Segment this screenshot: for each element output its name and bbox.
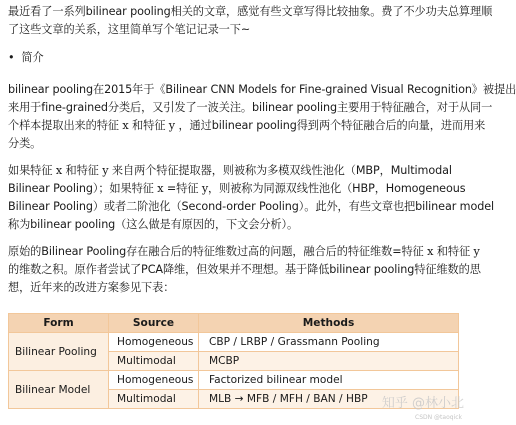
table-row xyxy=(9,371,459,390)
header-form: Form xyxy=(9,314,109,333)
source-cell: Multimodal xyxy=(109,390,199,409)
paragraph-line xyxy=(8,180,470,198)
watermark-zhihu: 知乎 @林小北 xyxy=(381,396,464,411)
form-cell: Bilinear Pooling xyxy=(9,333,109,371)
paragraph-mbp-hbp xyxy=(8,162,494,234)
text-run: ，通过bilinear pooling得到两个特征融合后的向量，进而用来 xyxy=(174,119,486,132)
text-run: 分类。 xyxy=(8,137,42,150)
watermark-csdn: CSDN @taoqick xyxy=(415,414,462,421)
math-variable: x xyxy=(427,245,434,258)
methods-cell: MLB → MFB / MFH / BAN / HBP xyxy=(199,390,459,409)
math-variable: y xyxy=(473,245,480,258)
text-run: 和特征 xyxy=(62,164,103,177)
methods-cell: MCBP xyxy=(199,352,459,371)
math-variable: x xyxy=(55,164,63,177)
paragraph-line xyxy=(8,198,494,216)
text-run: 想，近年来的改进方案参见下表： xyxy=(8,281,175,294)
source-cell: Multimodal xyxy=(109,352,199,371)
section-heading-text: • 简介 xyxy=(8,51,44,64)
text-run: =特征 xyxy=(163,182,202,195)
paragraph-line xyxy=(8,135,470,153)
math-variable: x xyxy=(157,182,164,195)
table-header-row xyxy=(9,314,459,333)
section-heading xyxy=(8,49,470,67)
text-run: Bilinear Pooling）；如果特征 xyxy=(8,182,158,195)
math-variable: y xyxy=(102,164,109,177)
paragraph-line xyxy=(8,117,486,135)
text-run: 来用于fine-grained分类后，又引发了一波关注。bilinear pooling主要用于特征融合，对于从同一 xyxy=(8,101,493,114)
text-run: 原始的Bilinear Pooling存在融合后的特征维数过高的问题，融合后的特征维数=特征 xyxy=(8,245,428,258)
source-cell: Homogeneous xyxy=(109,371,199,390)
math-variable: y xyxy=(201,182,209,195)
table-row xyxy=(9,333,459,352)
methods-cell: CBP / LRBP / Grassmann Pooling xyxy=(199,333,459,352)
paragraph-dimension-problem xyxy=(8,243,481,297)
form-cell: Bilinear Model xyxy=(9,371,109,409)
text-run: 和特征 xyxy=(128,119,169,132)
text-run: bilinear pooling在2015年于《Bilinear CNN Models for Fine-grained Visual Recognition》被提出 xyxy=(8,83,516,96)
text-run: 来自两个特征提取器，则被称为多模双线性池化（MBP，Multimodal xyxy=(108,164,452,177)
text-run: 如果特征 xyxy=(8,164,56,177)
text-run: Bilinear Pooling）或者二阶池化（Second-order Pooling）。此外，有些文章也把bilinear model xyxy=(8,200,494,213)
intro-paragraph xyxy=(8,3,493,39)
header-source: Source xyxy=(109,314,199,333)
paragraph-line xyxy=(8,81,516,99)
paragraph-line xyxy=(8,99,493,117)
text-run: 和特征 xyxy=(433,245,474,258)
paragraph-line xyxy=(8,261,481,279)
text-run: ，则被称为同源双线性池化（HBP，Homogeneous xyxy=(208,182,466,195)
text-run: 称为bilinear pooling（这么做是有原因的，下文会分析）。 xyxy=(8,218,299,231)
text-run: 的维数之积。原作者尝试了PCA降维，但效果并不理想。基于降低bilinear pooling特征维数的思 xyxy=(8,263,481,276)
source-cell: Homogeneous xyxy=(109,333,199,352)
text-run: 个样本提取出来的特征 xyxy=(8,119,123,132)
intro-line: 最近看了一系列bilinear pooling相关的文章，感觉有些文章写得比较抽象。费了不少功夫总算理顺 xyxy=(8,5,493,18)
paragraph-line xyxy=(8,279,470,297)
intro-line: 了这些文章的关系，这里简单写个笔记记录一下~ xyxy=(8,23,251,36)
paragraph-line xyxy=(8,216,470,234)
math-variable: y xyxy=(168,119,175,132)
paragraph-intro-bilinear xyxy=(8,81,516,153)
methods-cell: Factorized bilinear model xyxy=(199,371,459,390)
paragraph-line xyxy=(8,162,470,180)
paragraph-line xyxy=(8,243,480,261)
math-variable: x xyxy=(122,119,129,132)
header-methods: Methods xyxy=(199,314,459,333)
